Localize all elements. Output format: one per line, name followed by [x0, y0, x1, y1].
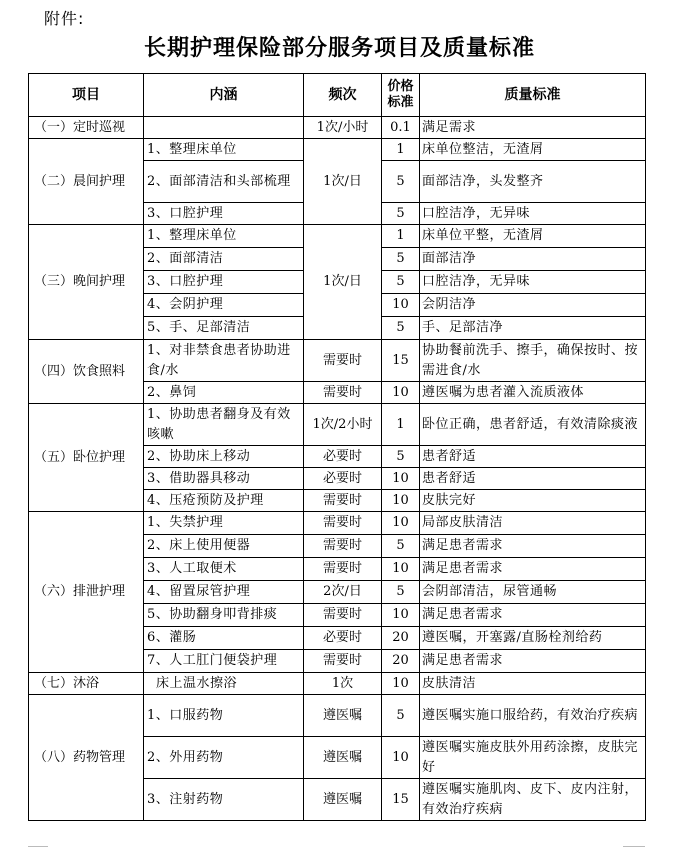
standard-cell: 面部洁净 — [420, 248, 646, 271]
content-cell: 2、面部清洁 — [144, 248, 304, 271]
frequency-cell: 需要时 — [304, 340, 382, 382]
price-cell: 5 — [382, 695, 420, 737]
standard-cell: 会阴洁净 — [420, 294, 646, 317]
table-row — [29, 404, 646, 446]
frequency-cell: 必要时 — [304, 468, 382, 490]
price-cell: 5 — [382, 446, 420, 468]
standard-cell: 皮肤完好 — [420, 490, 646, 512]
price-cell: 1 — [382, 139, 420, 161]
standard-cell: 手、足部洁净 — [420, 317, 646, 340]
frequency-cell: 遵医嘱 — [304, 779, 382, 821]
content-cell: 1、整理床单位 — [144, 139, 304, 161]
standard-cell: 满足需求 — [420, 117, 646, 139]
frequency-cell: 需要时 — [304, 382, 382, 404]
content-cell: 4、留置尿管护理 — [144, 581, 304, 604]
standard-cell: 遵医嘱实施口服给药，有效治疗疾病 — [420, 695, 646, 737]
frequency-cell: 1次/日 — [304, 225, 382, 340]
price-cell: 15 — [382, 779, 420, 821]
page-bottom-rule — [28, 846, 645, 847]
category-cell: （五）卧位护理 — [29, 404, 144, 512]
header-price: 价格标准 — [382, 74, 420, 117]
content-cell: 2、协助床上移动 — [144, 446, 304, 468]
price-cell: 5 — [382, 535, 420, 558]
standard-cell: 床单位平整，无渣屑 — [420, 225, 646, 248]
content-cell: 3、借助器具移动 — [144, 468, 304, 490]
standard-cell: 面部洁净，头发整齐 — [420, 161, 646, 203]
frequency-cell: 需要时 — [304, 512, 382, 535]
standard-cell: 口腔洁净，无异味 — [420, 203, 646, 225]
content-cell: 2、外用药物 — [144, 737, 304, 779]
standard-cell: 满足患者需求 — [420, 604, 646, 627]
rule-segment — [623, 846, 645, 847]
category-cell: （一）定时巡视 — [29, 117, 144, 139]
price-cell: 1 — [382, 225, 420, 248]
content-cell: 2、鼻饲 — [144, 382, 304, 404]
category-cell: （二）晨间护理 — [29, 139, 144, 225]
standard-cell: 口腔洁净，无异味 — [420, 271, 646, 294]
content-cell — [144, 117, 304, 139]
frequency-cell: 2次/日 — [304, 581, 382, 604]
content-cell: 6、灌肠 — [144, 627, 304, 650]
content-cell: 5、协助翻身叩背排痰 — [144, 604, 304, 627]
service-standards-table — [28, 73, 646, 821]
standard-cell: 床单位整洁，无渣屑 — [420, 139, 646, 161]
category-cell: （三）晚间护理 — [29, 225, 144, 340]
content-cell: 2、床上使用便器 — [144, 535, 304, 558]
table-row — [29, 673, 646, 695]
price-cell: 5 — [382, 581, 420, 604]
content-cell: 7、人工肛门便袋护理 — [144, 650, 304, 673]
price-cell: 10 — [382, 294, 420, 317]
price-cell: 5 — [382, 317, 420, 340]
table-row — [29, 139, 646, 161]
frequency-cell: 遵医嘱 — [304, 737, 382, 779]
standard-cell: 卧位正确，患者舒适，有效清除痰液 — [420, 404, 646, 446]
table-row — [29, 512, 646, 535]
price-cell: 1 — [382, 404, 420, 446]
content-cell: 5、手、足部清洁 — [144, 317, 304, 340]
category-cell: （八）药物管理 — [29, 695, 144, 821]
price-cell: 10 — [382, 673, 420, 695]
frequency-cell: 需要时 — [304, 535, 382, 558]
price-cell: 10 — [382, 558, 420, 581]
standard-cell: 皮肤清洁 — [420, 673, 646, 695]
standard-cell: 患者舒适 — [420, 446, 646, 468]
table-row — [29, 225, 646, 248]
price-cell: 10 — [382, 737, 420, 779]
standard-cell: 遵医嘱实施肌肉、皮下、皮内注射，有效治疗疾病 — [420, 779, 646, 821]
frequency-cell: 遵医嘱 — [304, 695, 382, 737]
price-cell: 10 — [382, 490, 420, 512]
category-cell: （四）饮食照料 — [29, 340, 144, 404]
price-cell: 15 — [382, 340, 420, 382]
standard-cell: 协助餐前洗手、擦手，确保按时、按需进食/水 — [420, 340, 646, 382]
content-cell: 3、注射药物 — [144, 779, 304, 821]
content-cell: 1、协助患者翻身及有效咳嗽 — [144, 404, 304, 446]
content-cell: 3、口腔护理 — [144, 203, 304, 225]
price-cell: 10 — [382, 382, 420, 404]
frequency-cell: 需要时 — [304, 490, 382, 512]
content-cell: 1、失禁护理 — [144, 512, 304, 535]
content-cell: 3、人工取便术 — [144, 558, 304, 581]
frequency-cell: 1次/日 — [304, 139, 382, 225]
table-row — [29, 695, 646, 737]
frequency-cell: 1次/小时 — [304, 117, 382, 139]
price-cell: 10 — [382, 604, 420, 627]
standard-cell: 遵医嘱实施皮肤外用药涂擦，皮肤完好 — [420, 737, 646, 779]
category-cell: （六）排泄护理 — [29, 512, 144, 673]
standard-cell: 局部皮肤清洁 — [420, 512, 646, 535]
frequency-cell: 1次 — [304, 673, 382, 695]
standard-cell: 满足患者需求 — [420, 558, 646, 581]
price-cell: 5 — [382, 161, 420, 203]
category-cell: （七）沐浴 — [29, 673, 144, 695]
frequency-cell: 需要时 — [304, 604, 382, 627]
table-row — [29, 117, 646, 139]
header-standard: 质量标准 — [420, 74, 646, 117]
price-cell: 10 — [382, 512, 420, 535]
standard-cell: 满足患者需求 — [420, 650, 646, 673]
frequency-cell: 1次/2小时 — [304, 404, 382, 446]
standard-cell: 遵医嘱，开塞露/直肠栓剂给药 — [420, 627, 646, 650]
price-cell: 0.1 — [382, 117, 420, 139]
frequency-cell: 必要时 — [304, 627, 382, 650]
content-cell: 4、压疮预防及护理 — [144, 490, 304, 512]
header-frequency: 频次 — [304, 74, 382, 117]
content-cell: 2、面部清洁和头部梳理 — [144, 161, 304, 203]
content-cell: 床上温水擦浴 — [144, 673, 304, 695]
price-cell: 20 — [382, 650, 420, 673]
price-cell: 20 — [382, 627, 420, 650]
frequency-cell: 必要时 — [304, 446, 382, 468]
table-header-row — [29, 74, 646, 117]
header-item: 项目 — [29, 74, 144, 117]
frequency-cell: 需要时 — [304, 558, 382, 581]
content-cell: 3、口腔护理 — [144, 271, 304, 294]
header-content: 内涵 — [144, 74, 304, 117]
content-cell: 4、会阴护理 — [144, 294, 304, 317]
standard-cell: 遵医嘱为患者灌入流质液体 — [420, 382, 646, 404]
price-cell: 10 — [382, 468, 420, 490]
content-cell: 1、口服药物 — [144, 695, 304, 737]
document-title: 长期护理保险部分服务项目及质量标准 — [143, 35, 535, 61]
price-cell: 5 — [382, 203, 420, 225]
content-cell: 1、对非禁食患者协助进食/水 — [144, 340, 304, 382]
price-cell: 5 — [382, 271, 420, 294]
standard-cell: 满足患者需求 — [420, 535, 646, 558]
rule-segment — [28, 846, 48, 847]
standard-cell: 患者舒适 — [420, 468, 646, 490]
standard-cell: 会阴部清洁，尿管通畅 — [420, 581, 646, 604]
attachment-label: 附件: — [44, 9, 85, 28]
table-row — [29, 340, 646, 382]
content-cell: 1、整理床单位 — [144, 225, 304, 248]
frequency-cell: 需要时 — [304, 650, 382, 673]
price-cell: 5 — [382, 248, 420, 271]
